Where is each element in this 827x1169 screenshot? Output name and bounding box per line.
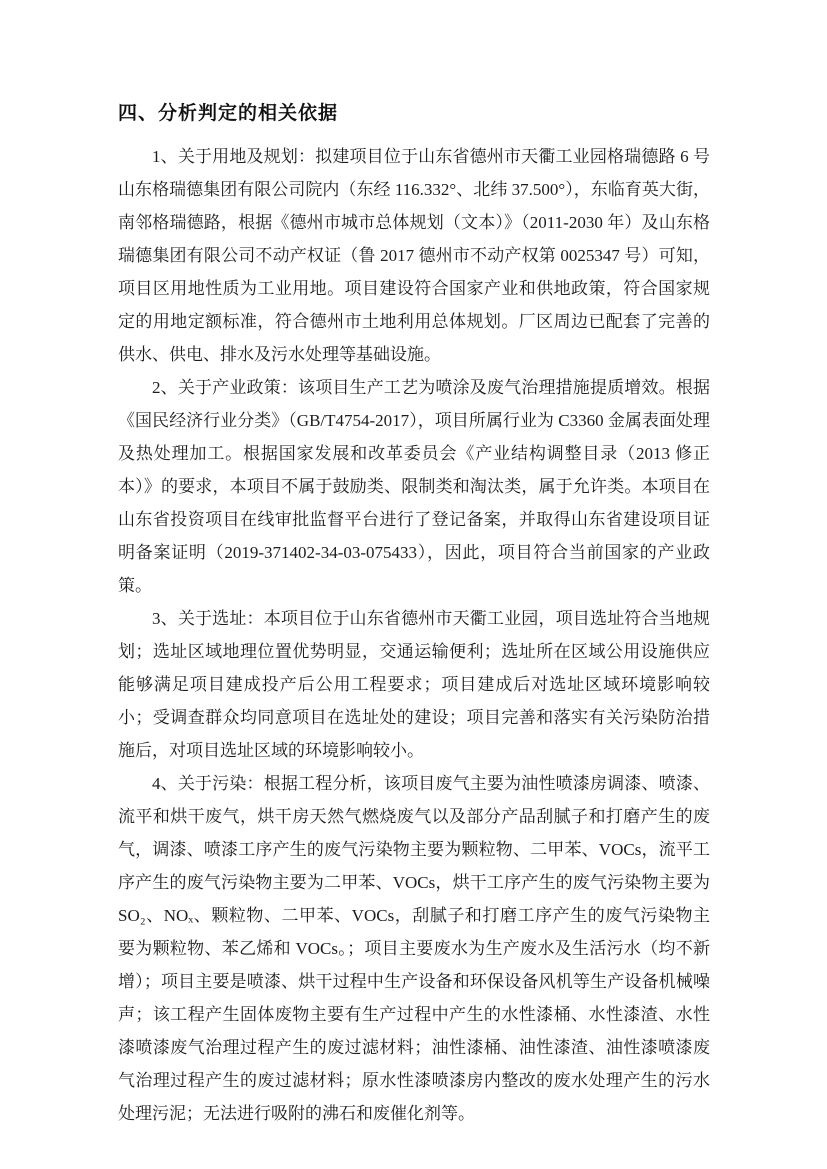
section-body bbox=[118, 140, 710, 1130]
paragraph-site-selection: 3、关于选址：本项目位于山东省德州市天衢工业园，项目选址符合当地规划；选址区域地理位置优势明显，交通运输便利；选址所在区域公用设施供应能够满足项目建成投产后公用工程要求；项目建成后对选址区域环境影响较小；受调查群众均同意项目在选址处的建设；项目完善和落实有关污染防治措施后，对项目选址区域的环境影响较小。 bbox=[118, 609, 710, 760]
paragraph-land-and-planning: 1、关于用地及规划：拟建项目位于山东省德州市天衢工业园格瑞德路 6 号山东格瑞德集团有限公司院内（东经 116.332°、北纬 37.500°），东临育英大街，南邻格瑞德路，根据《德州市城市总体规划（文本）》（2011-2030 年）及山东格瑞德集团有限公司不动产权证（鲁 2017 德州市不动产权第 0025347 号）可知，项目区用地性质为工业用地。项目建设符合国家产业和供地政策，符合国家规定的用地定额标准，符合德州市土地利用总体规划。厂区周边已配套了完善的供水、供电、排水及污水处理等基础设施。 bbox=[118, 147, 710, 364]
paragraph-industrial-policy: 2、关于产业政策：该项目生产工艺为喷涂及废气治理措施提质增效。根据《国民经济行业分类》（GB/T4754-2017），项目所属行业为 C3360 金属表面处理及热处理加工。根据国家发展和改革委员会《产业结构调整目录（2013 修正本）》的要求，本项目不属于鼓励类、限制类和淘汰类，属于允许类。本项目在山东省投资项目在线审批监督平台进行了登记备案，并取得山东省建设项目证明备案证明（2019-371402-34-03-075433），因此，项目符合当前国家的产业政策。 bbox=[118, 378, 710, 595]
paragraph-pollution: 4、关于污染：根据工程分析，该项目废气主要为油性喷漆房调漆、喷漆、流平和烘干废气，烘干房天然气燃烧废气以及部分产品刮腻子和打磨产生的废气，调漆、喷漆工序产生的废气污染物主要为颗粒物、二甲苯、VOCs，流平工序产生的废气污染物主要为二甲苯、VOCs，烘干工序产生的废气污染物主要为 SO₂、NOₓ、颗粒物、二甲苯、VOCs，刮腻子和打磨工序产生的废气污染物主要为颗粒物、苯乙烯和 VOCs。；项目主要废水为生产废水及生活污水（均不新增）；项目主要是喷漆、烘干过程中生产设备和环保设备风机等生产设备机械噪声；该工程产生固体废物主要有生产过程中产生的水性漆桶、水性漆渣、水性漆喷漆废气治理过程产生的废过滤材料；油性漆桶、油性漆渣、油性漆喷漆废气治理过程产生的废过滤材料；原水性漆喷漆房内整改的废水处理产生的污水处理污泥；无法进行吸附的沸石和废催化剂等。 bbox=[118, 774, 710, 1123]
section-heading: 四、分析判定的相关依据 bbox=[118, 102, 339, 124]
